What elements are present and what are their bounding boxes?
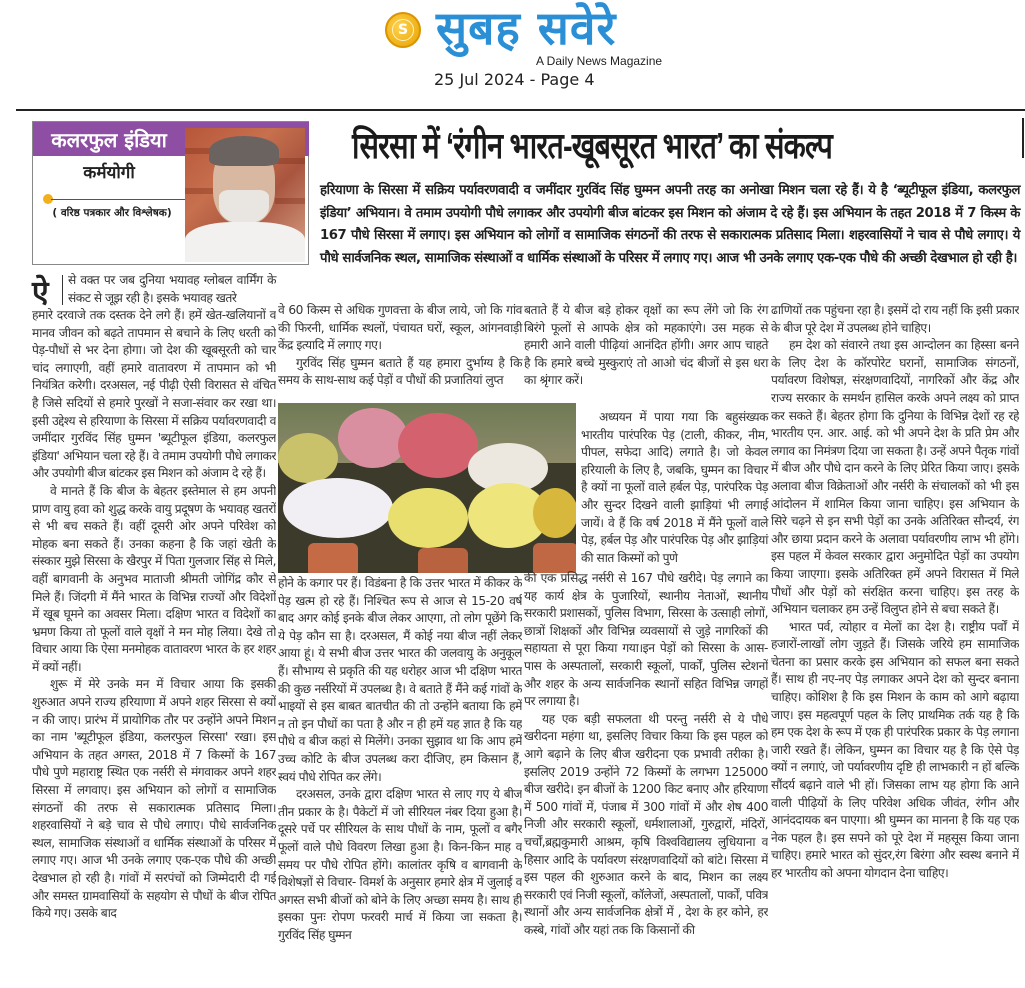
paragraph: यह एक बड़ी सफलता थी परन्तु नर्सरी से ये पौधे खरीदना महंगा था, इसलिए विचार किया कि इस पहल को आगे बढ़ाने के लिए बीज खरीदना एक प्रभावी तरीका है। इसलिए 2019 उन्होंने 72 किस्मों के लगभग 125000 बीज खरीदे। इन बीजों के 1200 किट बनाए और हरियाणा में 500 गांवों में, पंजाब में 300 गांवों में और शेष 400 निजी और सरकारी स्कूलों, धर्मशालाओं, गुरुद्वारों, मंदिरों, चर्चों,ब्रह्मकुमारी आश्रम, कृषि विश्वविद्यालय लुधियाना व हिसार आदि के पर्यावरण संरक्षणवादियों को बांटे। सिरसा में इस पहल की शुरुआत करने के बाद, मिशन का लक्ष्य सरकारी एवं निजी स्कूलों, कॉलेजों, अस्पतालों, पार्कों, पवित्र स्थानों और अन्य सार्वजनिक क्षेत्रों में , देश के हर कोने, हर कस्बे, गांवों और यहां तक कि किसानों की xyxy=(524,711,768,937)
column-3-beside-photo xyxy=(581,409,768,567)
column-banner: कलरफुल इंडिया xyxy=(33,122,185,156)
header-rule xyxy=(16,109,1025,111)
column-2-top xyxy=(278,302,522,390)
column-1-opening xyxy=(68,272,276,307)
logo-initial: S xyxy=(392,19,414,41)
flower-pots-photo xyxy=(278,403,576,573)
dateline: 25 Jul 2024 - Page 4 xyxy=(434,70,595,89)
drop-cap: ऐ xyxy=(32,275,49,310)
logo-coin-icon xyxy=(385,12,421,48)
tagline: A Daily News Magazine xyxy=(536,54,663,68)
article-headline: सिरसा में ‘रंगीन भारत-खूबसूरत भारत’ का संकल्प xyxy=(352,125,833,166)
column-1 xyxy=(32,307,276,988)
paragraph: की एक प्रसिद्ध नर्सरी से 167 पौधे खरीदे। पेड़ लगाने का यह कार्य क्षेत्र के पुजारियों, स्थानीय नेताओं, स्थानीय सरकारी प्रशासकों, पुलिस विभाग, सिरसा के उत्साही लोगों, छात्रों शिक्षकों और विभिन्न व्यवसायों से जुड़े नागरिकों की सहायता से पूरा किया गया।इन पेड़ों को सिरसा के आस-पास के अस्पतालों, सरकारी स्कूलों, पार्कों, पुलिस स्टेशनों और शहर के अन्य सार्वजनिक स्थानों सहित विभिन्न जगहों पर लगाया है। xyxy=(524,571,768,709)
paragraph: होने के कगार पर हैं। विडंबना है कि उत्तर भारत में कीकर के पेड़ खत्म हो रहे हैं। निश्चित रूप से आज से 15-20 वर्ष बाद अगर कोई इनके बीज लेकर आएगा, तो लोग पूछेंगे कि ये पेड़ कौन सा है। दरअसल, मैं कोई नया बीज नहीं लेकर आया हूं। ये सभी बीज उत्तर भारत की जलवायु के अनुकूल हैं। सौभाग्य से प्रकृति की यह धरोहर आज भी दक्षिण भारत की कुछ नर्सरियों में उपलब्ध है। वे बताते हैं मैंने कई गांवों के भाइयों से इस बाबत बातचीत की तो उन्होंने बताया कि हमें न तो इन पौधों का पता है और न ही हमें यह ज्ञात है कि यह पौधे व बीज कहां से मिलेंगे। उनका सुझाव था कि आप हमें उच्च कोटि के बीज उपलब्ध करा दीजिए, हम किसान हैं, स्वयं पौधे रोपित कर लेंगे। xyxy=(278,576,522,784)
article-intro: हरियाणा के सिरसा में सक्रिय पर्यावरणवादी व जमींदार गुरविंद सिंह घुम्मन अपनी तरह का अनोखा मिशन चला रहे हैं। ये है ‘ब्यूटीफूल इंडिया, कलरफुल इंडिया’ अभियान। वे तमाम उपयोगी पौधे लगाकर और उपयोगी बीज बांटकर इस मिशन को अंजाम दे रहे हैं। इस अभियान के तहत 2018 में 7 किस्म के 167 पौधे सिरसा में लगाए। इस अभियान को लोगों व सामाजिक संगठनों की तरफ से सकारात्मक प्रतिसाद मिला। शहरवासियों ने चाव से पौधे लगाए। ये पौधे सार्वजनिक स्थल, सामाजिक संस्थाओं व धार्मिक संस्थाओं के परिसर में लगाए गए। आज भी उनके लगाए एक-एक पौधे की अच्छी देखभाल हो रही है। xyxy=(320,183,1020,266)
paragraph: भारत पर्व, त्योहार व मेलों का देश है। राष्ट्रीय पर्वों में हजारों-लाखों लोग जुड़ते हैं। जिसके जरिये हम सामाजिक चेतना का प्रसार करके इस अभियान को सफल बना सकते हैं। साथ ही नए-नए पेड़ लगाकर अपने देश को सुन्दर बनाना चाहिए। कोशिश है कि इस मिशन के काम को आगे बढ़ाया जाए। इस महत्वपूर्ण पहल के लिए प्राथमिक तर्क यह है कि हम एक देश के रूप में एक ही पारंपरिक प्रकार के पेड़ लगाना जारी रखते हैं। लेकिन, घुम्मन का विचार यह है कि ऐसे पेड़ क्यों न लगाएं, जो पर्यावरणीय दृष्टि ही लाभकारी न हों बल्कि सौंदर्य बढ़ाने वाले भी हों। जिसका लाभ यह होगा कि आने वाली पीढ़ियों के लिए परिवेश अधिक जीवंत, रंगीन और आनंददायक बन पाएगा। श्री घुम्मन का मानना है कि यह एक नेक पहल है। इस सपने को पूरे देश में महसूस किया जाना चाहिए। हमारे भारत को सुंदर,रंग बिरंगा और स्वस्थ बनाने में हर भारतीय को अपना योगदान देना चाहिए। xyxy=(771,619,1019,880)
paragraph: हम देश को संवारने तथा इस आन्दोलन का हिस्सा बनने के लिए देश के कॉरपोरेट घरानों, सामाजिक संगठनों, पर्यावरण विशेषज्ञ, संरक्षणवादियों, नागरिकों और केंद्र और राज्य सरकार के समर्थन हासिल करके अपने लक्ष्य को प्राप्त कर सकते हैं। बेहतर होगा कि दुनिया के विभिन्न देशों रह रहे भारतीय एन. आर. आई. को भी अपने देश के प्रति प्रेम और लगाव का निमंत्रण दिया जा सकता है। उन्हें अपने पैतृक गांवों में बीज और पौधे दान करने के लिए प्रेरित किया जाए। इसके अलावा बीज विक्रेताओं और नर्सरी के संचालकों को भी इस आंदोलन में शामिल किया जाना चाहिए। इस अभियान के सिरे चढ़ने से इन सभी पेड़ों का उनके अतिरिक्त सौन्दर्य, रंग और छाया प्रदान करने के अलावा पर्यावरणीय लाभ भी होंगे। इस पहल में केवल सरकार द्वारा अनुमोदित पेड़ों का उपयोग किया जाएगा। इसके अतिरिक्त हमें अपने विरासत में मिले पौधों और पेड़ों को संरक्षित करना चाहिए। इस तरह के अभियान चलाकर हम उन्हें विलुप्त होने से बचा सकते हैं। xyxy=(771,338,1019,617)
paragraph: अध्ययन में पाया गया कि बहुसंख्यक भारतीय पारंपरिक पेड़ (टाली, कीकर, नीम, पीपल, सफेदा आदि) लगाते है। जो केवल हरियाली के लिए है, जबकि, घुम्मन का विचार है क्यों ना फूलों वाले हर्बल पेड़, पारंपरिक पेड़ और सुन्दर दिखने वाली झाड़ियां भी लगाई जायें। वे हैं कि वर्ष 2018 में मैंने फूलों वाले पेड़, हर्बल पेड़ और पारंपरिक पेड़ और झाड़ियां की सात किस्मों को पुणे xyxy=(581,410,768,565)
masthead xyxy=(0,0,1025,96)
paragraph: वे मानते हैं कि बीज के बेहतर इस्तेमाल से हम अपनी प्राण वायु हवा को शुद्ध करके वायु प्रदूषण के भयावह खतरों से भी बच सकते हैं। वहीं दूसरी ओर अपने परिवेश को मोहक बना सकते हैं। उनका कहना है कि जहां खेती के संस्कार मुझे सिरसा के खैरपुर में पिता गुलजार सिंह से मिले, वहीं बागवानी के अनुभव माताजी श्रीमती जोगिंद्र कौर से मिले हैं। जिंदगी में मैंने भारत के विभिन्न राज्यों और विदेशों में खूब घूमने का अवसर मिला। दक्षिण भारत व विदेशों का भ्रमण किया तो फूलों वाले वृक्षों ने मन मोह लिया। देखे तो विचार आया कि ऐसा मनमोहक वातावरण भारत के हर शहर में क्यों नहीं। xyxy=(32,483,276,674)
paragraph: वे 60 किस्म से अधिक गुणवत्ता के बीज लाये, जो कि गांव की फिरनी, धार्मिक स्थलों, पंचायत घरों, स्कूल, आंगनवाड़ी केंद्र इत्यादि में लगाए गए। xyxy=(278,303,522,353)
column-2 xyxy=(278,575,522,988)
paragraph: शुरू में मेरे उनके मन में विचार आया कि इसकी शुरुआत अपने राज्य हरियाणा में अपने शहर सिरसा से क्यों न की जाए। प्रारंभ में प्रायोगिक तौर पर उन्होंने अपने मिशन का नाम 'ब्यूटीफूल इंडिया, कलरफुल सिरसा' रखा। इस अभियान के तहत अगस्त, 2018 में 7 किस्मों के 167 पौधे पुणे महाराष्ट्र स्थित एक नर्सरी से मंगवाकर अपने शहर सिरसा में लगवाए। इस अभियान को लोगों व सामाजिक संगठनों की तरफ से सकारात्मक प्रतिसाद मिला। शहरवासियों ने बड़े चाव से पौधे लगाए। पौधे सार्वजनिक स्थल, सामाजिक संस्थाओं व धार्मिक संस्थाओं के परिसर में लगाए गए। आज भी उनके लगाए एक-एक पौधे की अच्छी देखभाल हो रही है। गांवों में सरपंचों को जिम्मेदारी दी गई और समस्त ग्रामवासियों के सहयोग से पौधों के बीज रोपित किये गए। उसके बाद xyxy=(32,677,276,921)
paragraph: बताते हैं ये बीज बड़े होकर वृक्षों का रूप लेंगे जो कि रंग बिरंगे फूलों से आपके क्षेत्र को महकाएंगे। उस महक से हमारी आने वाली पीढ़ियां आनंदित होंगी। अगर आप चाहते है कि हमारे बच्चे मुस्कुराएं तो आओ चंद बीजों से इस धरा का श्रृंगार करें। xyxy=(524,303,768,388)
drop-cap-bar xyxy=(62,275,63,305)
column-3-top xyxy=(524,302,768,390)
right-rule xyxy=(1022,118,1024,158)
newspaper-logo: सुबह सवेरे xyxy=(436,1,617,55)
paragraph: गुरविंद सिंह घुम्मन बताते हैं यह हमारा दुर्भाग्य है कि समय के साथ-साथ कई पेड़ों व पौधों की प्रजातियां लुप्त xyxy=(278,355,522,388)
author-name: कर्मयोगी xyxy=(83,163,135,183)
paragraph: ढाणियों तक पहुंचना रहा है। इसमें दो राय नहीं कि इसी प्रकार के बीज पूरे देश में उपलब्ध होने चाहिए। xyxy=(771,303,1019,335)
paragraph: से वक्त पर जब दुनिया भयावह ग्लोबल वार्मिंग के संकट से जूझ रही है। इसके भयावह खतरे xyxy=(68,273,276,305)
column-byline-box xyxy=(32,121,309,265)
paragraph: दरअसल, उनके द्वारा दक्षिण भारत से लाए गए ये बीज तीन प्रकार के है। पैकेटों में जो सीरियल नंबर दिया हुआ है। दूसरे पर्चे पर सीरियल के साथ पौधों के नाम, फूलों व बगैर फूलों वाले पौधे विवरण लिखा हुआ है। किन-किन माह व समय पर पौधे रोपित होंगे। कालांतर कृषि व बागवानी के विशेषज्ञों से विचार- विमर्श के अनुसार हमारे क्षेत्र में जुलाई व अगस्त सभी बीजों को बोने के लिए अच्छा समय है। साथ ही इसका पुनः रोपण फरवरी मार्च में किया जा सकता है। गुरविंद सिंह घुम्मन xyxy=(278,787,522,942)
author-role: ( वरिष्ठ पत्रकार और विश्लेषक) xyxy=(52,207,172,219)
column-3 xyxy=(524,570,768,988)
paragraph: हमारे दरवाजे तक दस्तक देने लगे हैं। हमें खेत-खलियानों व मानव जीवन को बढ़ते तापमान से बचाने के लिए धरती को पेड़-पौधों से भर देना होगा। जो देश की खूबसूरती को चार चांद लगाएगी, वहीं हमारे वातावरण में तापमान को भी नियंत्रित करेगी। दरअसल, नई पीढ़ी ऐसी विरासत से वंचित है जिसे सदियों से हमारे पुरखों ने सजा-संवार कर रखा था। इसी उद्देश्य से हरियाणा के सिरसा में सक्रिय पर्यावरणवादी व जमींदार गुरविंद सिंह घुम्मन 'ब्यूटीफूल इंडिया, कलरफुल इंडिया' अभियान चला रहे हैं। वे तमाम उपयोगी पौधे लगाकर और उपयोगी बीज बांटकर इस मिशन को अंजाम दे रहे हैं। xyxy=(32,308,276,481)
author-portrait xyxy=(185,128,305,262)
column-4 xyxy=(771,302,1019,988)
byline-divider xyxy=(51,199,185,200)
